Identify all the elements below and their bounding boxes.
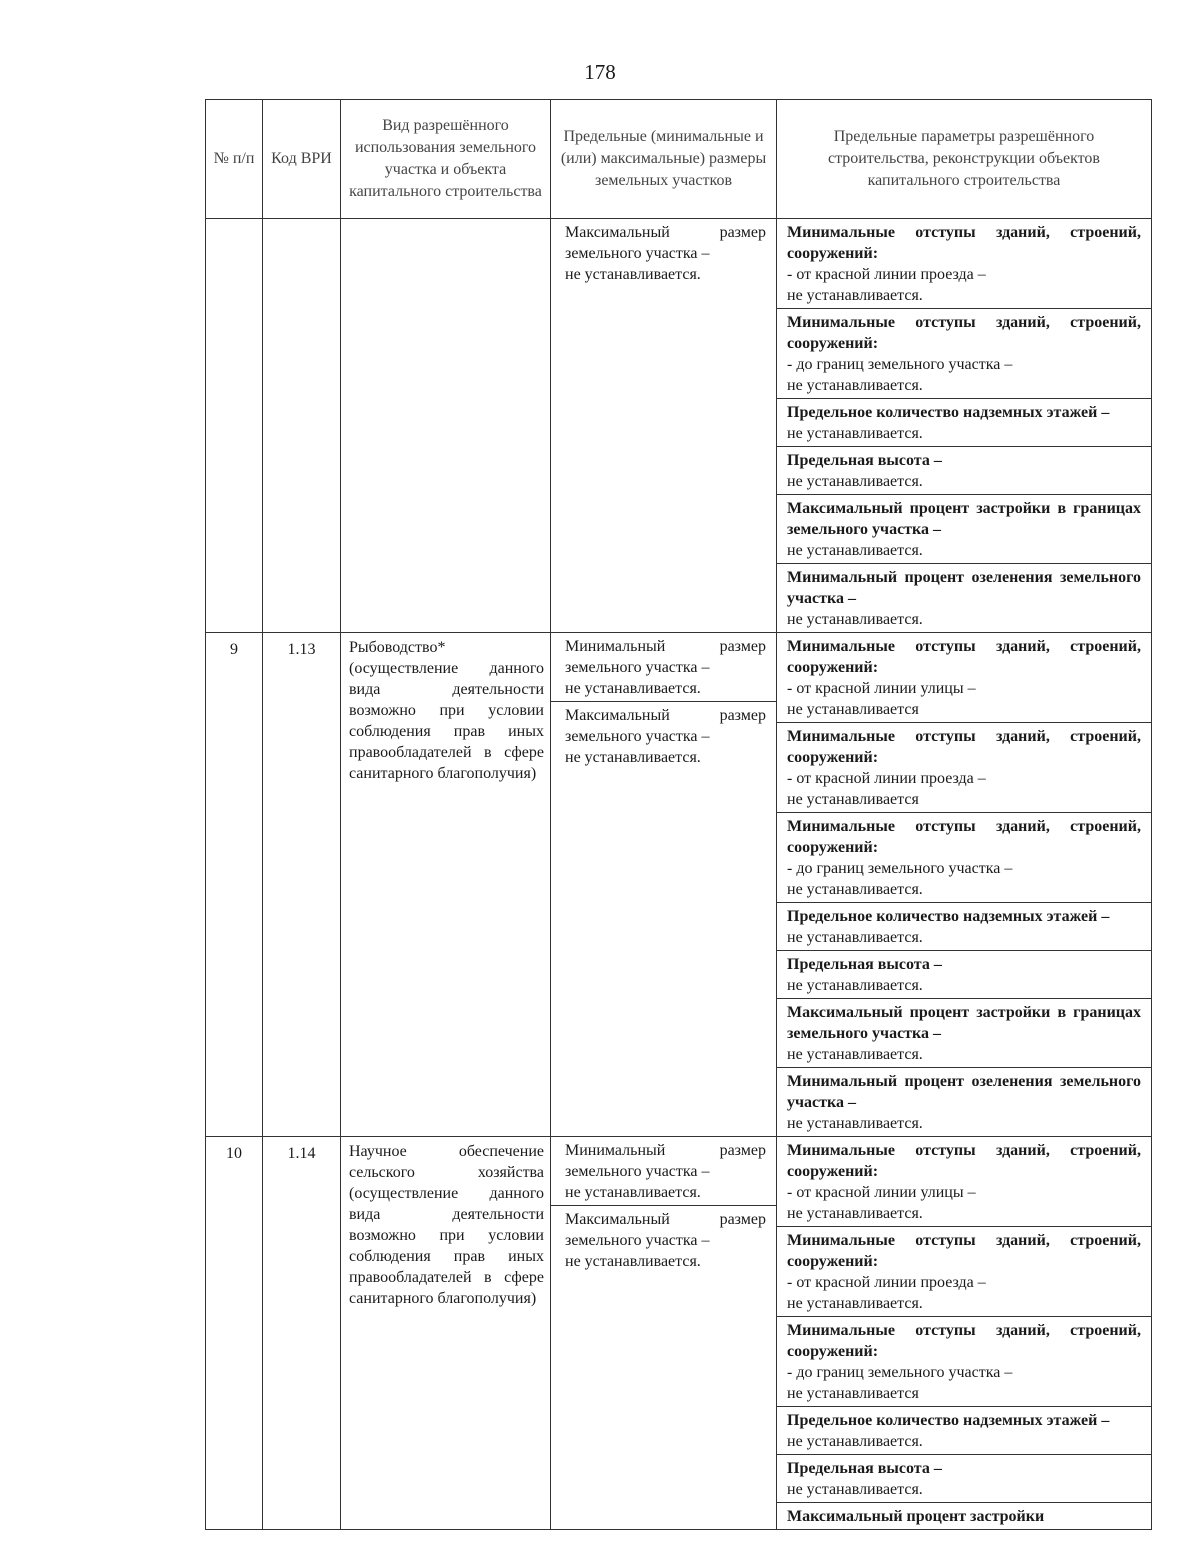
size-block <box>551 219 776 287</box>
param-title: Предельное количество надземных этажей – <box>787 908 1110 925</box>
param-block <box>777 1067 1151 1136</box>
param-title: Минимальные отступы зданий, строений, сооружений: <box>787 1142 1141 1180</box>
param-title: Предельная высота – <box>787 1460 942 1477</box>
header-use: Вид разрешённого использования земельного участка и объекта капитального строительства <box>341 100 551 219</box>
header-code: Код ВРИ <box>263 100 341 219</box>
header-num: № п/п <box>206 100 263 219</box>
size-block <box>551 701 776 770</box>
size-title: Максимальный размер земельного участка – <box>565 1211 766 1249</box>
param-block <box>777 1454 1151 1502</box>
param-block <box>777 902 1151 950</box>
table-header-row <box>206 100 1152 219</box>
param-title: Минимальный процент озеленения земельного участка – <box>787 1073 1141 1111</box>
size-value: не устанавливается. <box>565 1253 701 1270</box>
row-number <box>206 219 263 633</box>
param-value: не устанавливается <box>787 1385 919 1402</box>
param-title: Максимальный процент застройки <box>787 1508 1045 1525</box>
size-block <box>551 633 776 701</box>
param-value: не устанавливается <box>787 701 919 718</box>
param-value: не устанавливается. <box>787 1481 923 1498</box>
param-block <box>777 1502 1151 1529</box>
param-title: Максимальный процент застройки в границах земельного участка – <box>787 500 1141 538</box>
param-value: не устанавливается. <box>787 977 923 994</box>
param-block <box>777 812 1151 902</box>
param-text: - от красной линии проезда – <box>787 770 986 787</box>
param-text: - от красной линии проезда – <box>787 1274 986 1291</box>
param-value: не устанавливается. <box>787 929 923 946</box>
param-text: - от красной линии улицы – <box>787 680 976 697</box>
param-value: не устанавливается. <box>787 1115 923 1132</box>
header-size: Предельные (минимальные и (или) максимальные) размеры земельных участков <box>551 100 777 219</box>
param-value: не устанавливается. <box>787 473 923 490</box>
param-block <box>777 563 1151 632</box>
param-title: Предельное количество надземных этажей – <box>787 404 1110 421</box>
param-block <box>777 219 1151 308</box>
size-value: не устанавливается. <box>565 749 701 766</box>
size-value: не устанавливается. <box>565 266 701 283</box>
param-block <box>777 998 1151 1067</box>
param-title: Предельная высота – <box>787 956 942 973</box>
param-block <box>777 722 1151 812</box>
param-value: не устанавливается. <box>787 425 923 442</box>
row-size-cell <box>551 1137 777 1530</box>
row-code: 1.13 <box>263 633 341 1137</box>
param-title: Минимальные отступы зданий, строений, сооружений: <box>787 638 1141 676</box>
size-title: Минимальный размер земельного участка – <box>565 1142 766 1180</box>
param-title: Минимальные отступы зданий, строений, сооружений: <box>787 314 1141 352</box>
row-params-cell <box>777 1137 1152 1530</box>
param-block <box>777 1406 1151 1454</box>
page-number: 178 <box>584 60 616 84</box>
param-block <box>777 1137 1151 1226</box>
param-value: не устанавливается. <box>787 1046 923 1063</box>
param-block <box>777 398 1151 446</box>
param-text: - до границ земельного участка – <box>787 1364 1013 1381</box>
param-text: - до границ земельного участка – <box>787 356 1013 373</box>
param-text: - до границ земельного участка – <box>787 860 1013 877</box>
row-use-description: Рыбоводство* (осуществление данного вида деятельности возможно при условии соблюдения прав иных правообладателей в сфере санитарного благополучия) <box>341 633 551 1137</box>
row-params-cell <box>777 219 1152 633</box>
param-value: не устанавливается. <box>787 611 923 628</box>
row-use-description: Научное обеспечение сельского хозяйства (осуществление данного вида деятельности возможно при условии соблюдения прав иных правообладателей в сфере санитарного благополучия) <box>341 1137 551 1530</box>
param-block <box>777 494 1151 563</box>
param-value: не устанавливается. <box>787 377 923 394</box>
param-value: не устанавливается. <box>787 881 923 898</box>
param-block <box>777 633 1151 722</box>
param-block <box>777 446 1151 494</box>
row-size-cell <box>551 219 777 633</box>
header-params: Предельные параметры разрешённого строительства, реконструкции объектов капитального строительства <box>777 100 1152 219</box>
param-title: Минимальные отступы зданий, строений, сооружений: <box>787 1232 1141 1270</box>
row-size-cell <box>551 633 777 1137</box>
param-block <box>777 950 1151 998</box>
param-value: не устанавливается. <box>787 287 923 304</box>
param-text: - от красной линии улицы – <box>787 1184 976 1201</box>
row-use-description <box>341 219 551 633</box>
size-title: Максимальный размер земельного участка – <box>565 224 766 262</box>
param-block <box>777 1226 1151 1316</box>
size-block <box>551 1205 776 1274</box>
param-title: Предельная высота – <box>787 452 942 469</box>
param-title: Минимальный процент озеленения земельного участка – <box>787 569 1141 607</box>
param-block <box>777 1316 1151 1406</box>
size-title: Максимальный размер земельного участка – <box>565 707 766 745</box>
row-code <box>263 219 341 633</box>
param-value: не устанавливается. <box>787 542 923 559</box>
land-use-table <box>205 99 1152 1530</box>
table-row <box>206 633 1152 1137</box>
table-row <box>206 219 1152 633</box>
param-block <box>777 308 1151 398</box>
size-block <box>551 1137 776 1205</box>
param-title: Предельное количество надземных этажей – <box>787 1412 1110 1429</box>
size-value: не устанавливается. <box>565 680 701 697</box>
row-number: 10 <box>206 1137 263 1530</box>
param-title: Минимальные отступы зданий, строений, сооружений: <box>787 224 1141 262</box>
row-params-cell <box>777 633 1152 1137</box>
param-value: не устанавливается. <box>787 1433 923 1450</box>
param-text: - от красной линии проезда – <box>787 266 986 283</box>
param-title: Минимальные отступы зданий, строений, сооружений: <box>787 818 1141 856</box>
table-body <box>206 219 1152 1530</box>
row-code: 1.14 <box>263 1137 341 1530</box>
param-title: Минимальные отступы зданий, строений, сооружений: <box>787 1322 1141 1360</box>
row-number: 9 <box>206 633 263 1137</box>
param-title: Максимальный процент застройки в границах земельного участка – <box>787 1004 1141 1042</box>
param-value: не устанавливается. <box>787 1205 923 1222</box>
param-value: не устанавливается. <box>787 1295 923 1312</box>
param-value: не устанавливается <box>787 791 919 808</box>
size-title: Минимальный размер земельного участка – <box>565 638 766 676</box>
param-title: Минимальные отступы зданий, строений, сооружений: <box>787 728 1141 766</box>
size-value: не устанавливается. <box>565 1184 701 1201</box>
table-row <box>206 1137 1152 1530</box>
